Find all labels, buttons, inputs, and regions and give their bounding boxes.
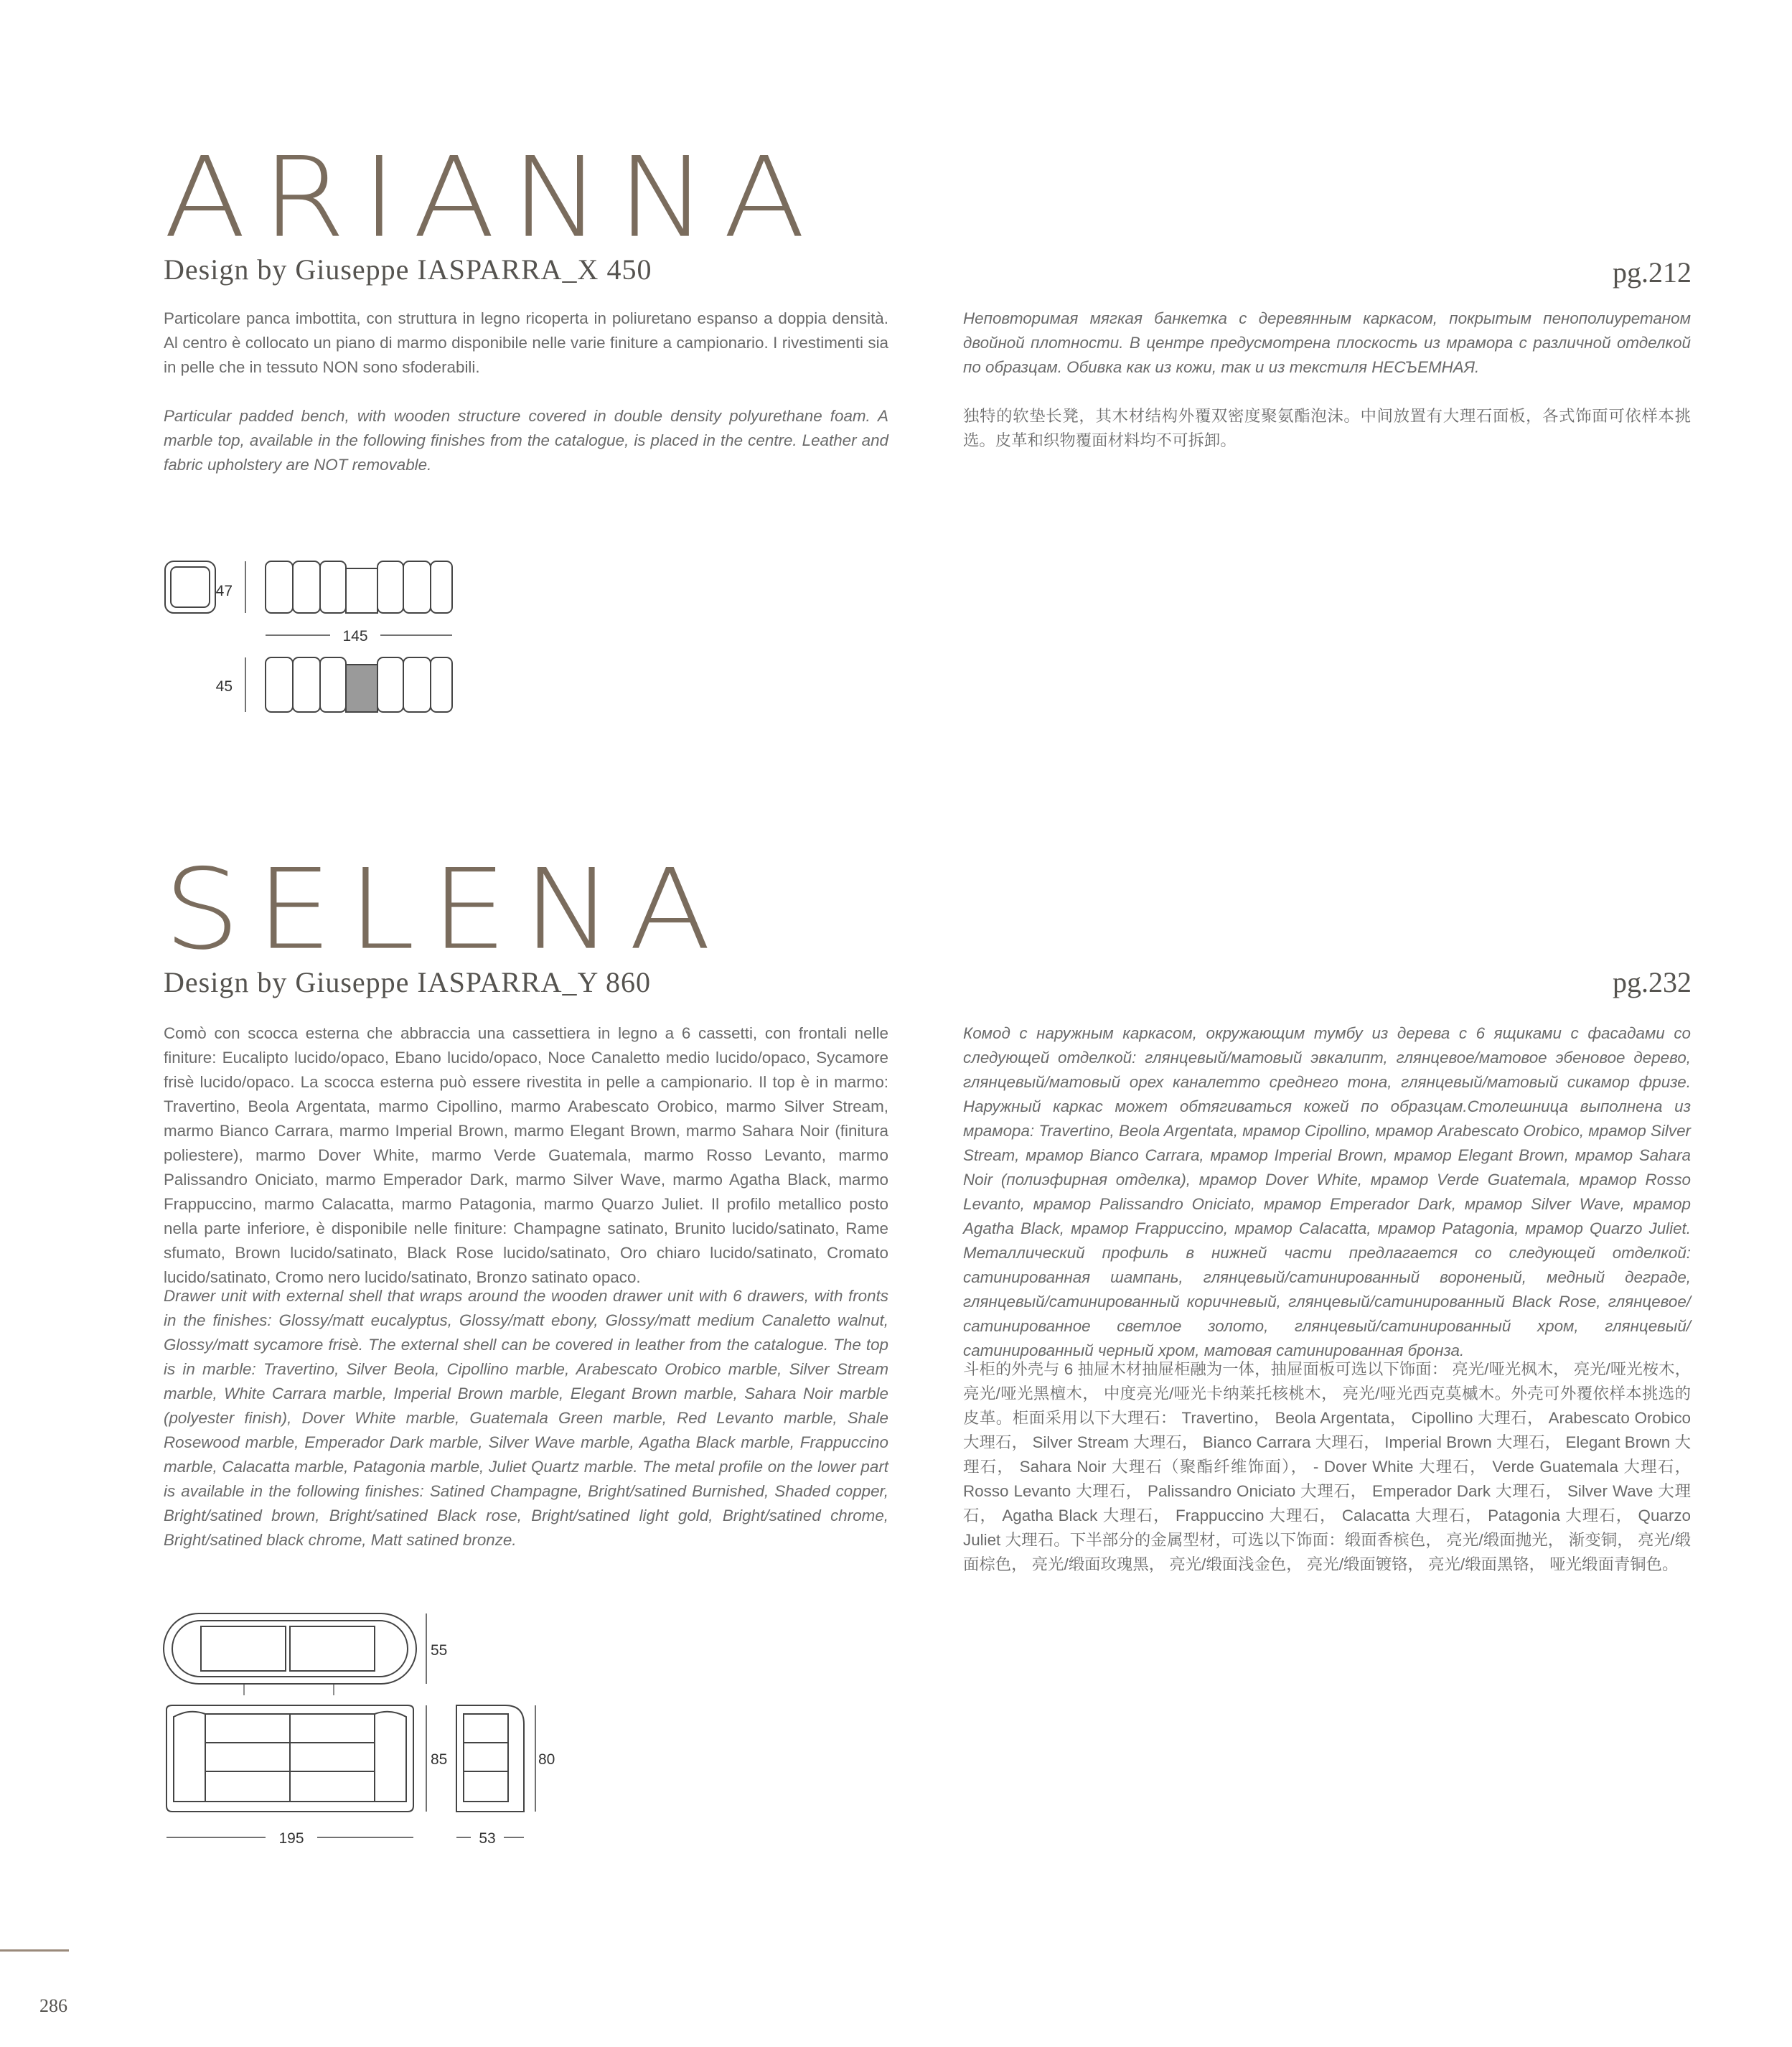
description-italian-arianna: Particolare panca imbottita, con struttura in legno ricoperta in poliuretano espanso a doppia densità. Al centro è collocato un piano di marmo disponibile nelle varie finiture a campionario. I rivestimenti sia in pelle che in tessuto NON sono sfoderabili.	[164, 309, 888, 376]
selena-front-view	[166, 1705, 413, 1812]
dimension-width: 145	[342, 628, 368, 645]
selena-top-view	[164, 1613, 416, 1695]
page-reference-arianna: pg.212	[1613, 256, 1692, 289]
product-title-selena: SELENA	[164, 845, 728, 975]
description-english-arianna: Particular padded bench, with wooden structure covered in double density polyurethane foam. A marble top, available in the following finishes from the catalogue, is placed in the centre. Leather and fabric upholstery are NOT removable.	[164, 407, 888, 474]
arianna-front-view	[266, 561, 452, 613]
selena-technical-drawing	[158, 1608, 560, 1859]
product-title-arianna: ARIANNA	[164, 133, 822, 263]
description-russian-arianna: Неповторимая мягкая банкетка с деревянным каркасом, покрытым пенополиуретаном двойной плотности. В центре предусмотрена плоскость из мрамора с различной отделкой по образцам. Обивка как из кожи, так и из текстиля НЕСЪЕМНАЯ.	[963, 309, 1691, 376]
selena-side-view	[456, 1705, 524, 1812]
dimension-height-top: 47	[215, 583, 233, 599]
description-english-selena: Drawer unit with external shell that wraps around the wooden drawer unit with 6 drawers, with fronts in the finishes: Glossy/matt eucalyptus, Glossy/matt ebony, Glossy/matt medium Canaletto walnut, Glossy/matt sycamore frisè. The external shell can be covered in leather from the catalogue. The top is in marble: Travertino, Silver Beola, Cipollino marble, Arabescato Orobico marble, Silver Stream marble, White Carrara marble, Imperial Brown marble, Elegant Brown marble, Sahara Noir marble (polyester finish), Dover White marble, Guatemala Green marble, Red Levanto marble, Shale Rosewood marble, Emperador Dark marble, Silver Wave marble, Agatha Black marble, Frappuccino marble, Calacatta marble, Patagonia marble, Juliet Quartz marble. The metal profile on the lower part is available in the following finishes: Satined Champagne, Bright/satined Burnished, Shaded copper, Bright/satined brown, Bright/satined Black rose, Bright/satined light gold, Bright/satined chrome, Bright/satined black chrome, Matt satined bronze.	[164, 1287, 888, 1549]
dimension-height: 85	[431, 1751, 448, 1768]
dimension-height-bottom: 45	[215, 678, 233, 695]
page-reference-selena: pg.232	[1613, 966, 1692, 998]
description-chinese-arianna: 独特的软垫长凳，其木材结构外覆双密度聚氨酯泡沫。中间放置有大理石面板，各式饰面可依样本挑选。皮革和织物覆面材料均不可拆卸。	[963, 407, 1691, 449]
designer-credit-selena: Design by Giuseppe IASPARRA_Y 860	[164, 966, 651, 998]
dimension-width: 195	[278, 1830, 304, 1847]
designer-credit-arianna: Design by Giuseppe IASPARRA_X 450	[164, 253, 652, 286]
description-chinese-selena: 斗柜的外壳与 6 抽屉木材抽屉柜融为一体，抽屉面板可选以下饰面： 亮光/哑光枫木， 亮光/哑光桉木， 亮光/哑光黑檀木， 中度亮光/哑光卡纳莱托核桃木， 亮光/哑光西克莫槭木。外壳可外覆依样本挑选的皮革。柜面采用以下大理石： Travertino， Beola Argentata， Cipollino 大理石， Arabescato Orobico 大理石， Silver Stream 大理石， Bianco Carrara 大理石， Imperial Brown 大理石， Elegant Brown 大理石， Sahara Noir 大理石（聚酯纤维饰面）， - Dover White 大理石， Verde Guatemala 大理石， Rosso Levanto 大理石， Palissandro Oniciato 大理石， Emperador Dark 大理石， Silver Wave 大理石， Agatha Black 大理石， Frappuccino 大理石， Calacatta 大理石， Patagonia 大理石， Quarzo Juliet 大理石。下半部分的金属型材，可选以下饰面：缎面香槟色， 亮光/缎面抛光， 渐变铜， 亮光/缎面棕色， 亮光/缎面玫瑰黑， 亮光/缎面浅金色， 亮光/缎面镀铬， 亮光/缎面黑铬， 哑光缎面青铜色。	[963, 1360, 1691, 1573]
page-number: 286	[39, 1995, 67, 2016]
arianna-back-view	[266, 657, 452, 712]
dimension-side-height: 80	[538, 1751, 555, 1768]
description-italian-selena: Comò con scocca esterna che abbraccia una cassettiera in legno a 6 cassetti, con frontali nelle finiture: Eucalipto lucido/opaco, Ebano lucido/opaco, Noce Canaletto medio lucido/opaco, Sycamore frisè lucido/opaco. La scocca esterna può essere rivestita in pelle a campionario. Il top è in marmo: Travertino, Beola Argentata, marmo Cipollino, marmo Arabescato Orobico, marmo Silver Stream, marmo Bianco Carrara, marmo Imperial Brown, marmo Elegant Brown, marmo Sahara Noir (finitura poliestere), marmo Dover White, marmo Verde Guatemala, marmo Rosso Levanto, marmo Palissandro Oniciato, marmo Emperador Dark, marmo Silver Wave, marmo Agatha Black, marmo Frappuccino, marmo Calacatta, marmo Patagonia, marmo Quarzo Juliet. Il profilo metallico posto nella parte inferiore, è disponibile nelle finiture: Champagne satinato, Brunito lucido/satinato, Rame sfumato, Brown lucido/satinato, Black Rose lucido/satinato, Oro chiaro lucido/satinato, Cromato lucido/satinato, Cromo nero lucido/satinato, Bronzo satinato opaco.	[164, 1024, 888, 1286]
arianna-technical-drawing	[158, 553, 459, 725]
dimension-depth-top: 55	[431, 1642, 448, 1659]
description-russian-selena: Комод с наружным каркасом, окружающим тумбу из дерева с 6 ящиками с фасадами со следующей отделкой: глянцевый/матовый эвкалипт, глянцевое/матовое эбеновое дерево, глянцевый/матовый орех каналетто среднего тона, глянцевый/матовый сикамор фризе. Наружный каркас может обтягиваться кожей по образцам.Столешница выполнена из мрамора: Travertino, Beola Argentata, мрамор Cipollino, мрамор Arabescato Orobico, мрамор Silver Stream, мрамор Bianco Carrara, мрамор Imperial Brown, мрамор Elegant Brown, мрамор Sahara Noir (полиэфирная отделка), мрамор Dover White, мрамор Verde Guatemala, мрамор Rosso Levanto, мрамор Palissandro Oniciato, мрамор Emperador Dark, мрамор Silver Wave, мрамор Agatha Black, мрамор Frappuccino, мрамор Calacatta, мрамор Patagonia, мрамор Quarzo Juliet. Металлический профиль в нижней части предлагается со следующей отделкой: сатинированная шампань, глянцевый/сатинированный вороненый, медный деграде, глянцевый/сатинированный коричневый, глянцевый/сатинированный Black Rose, глянцевое/сатинированное светлое золото, глянцевый/сатинированный хром, глянцевый/сатинированный черный хром, матовая сатинированная бронза.	[963, 1024, 1691, 1359]
folio-rule	[0, 1949, 69, 1952]
dimension-depth: 53	[479, 1830, 496, 1847]
